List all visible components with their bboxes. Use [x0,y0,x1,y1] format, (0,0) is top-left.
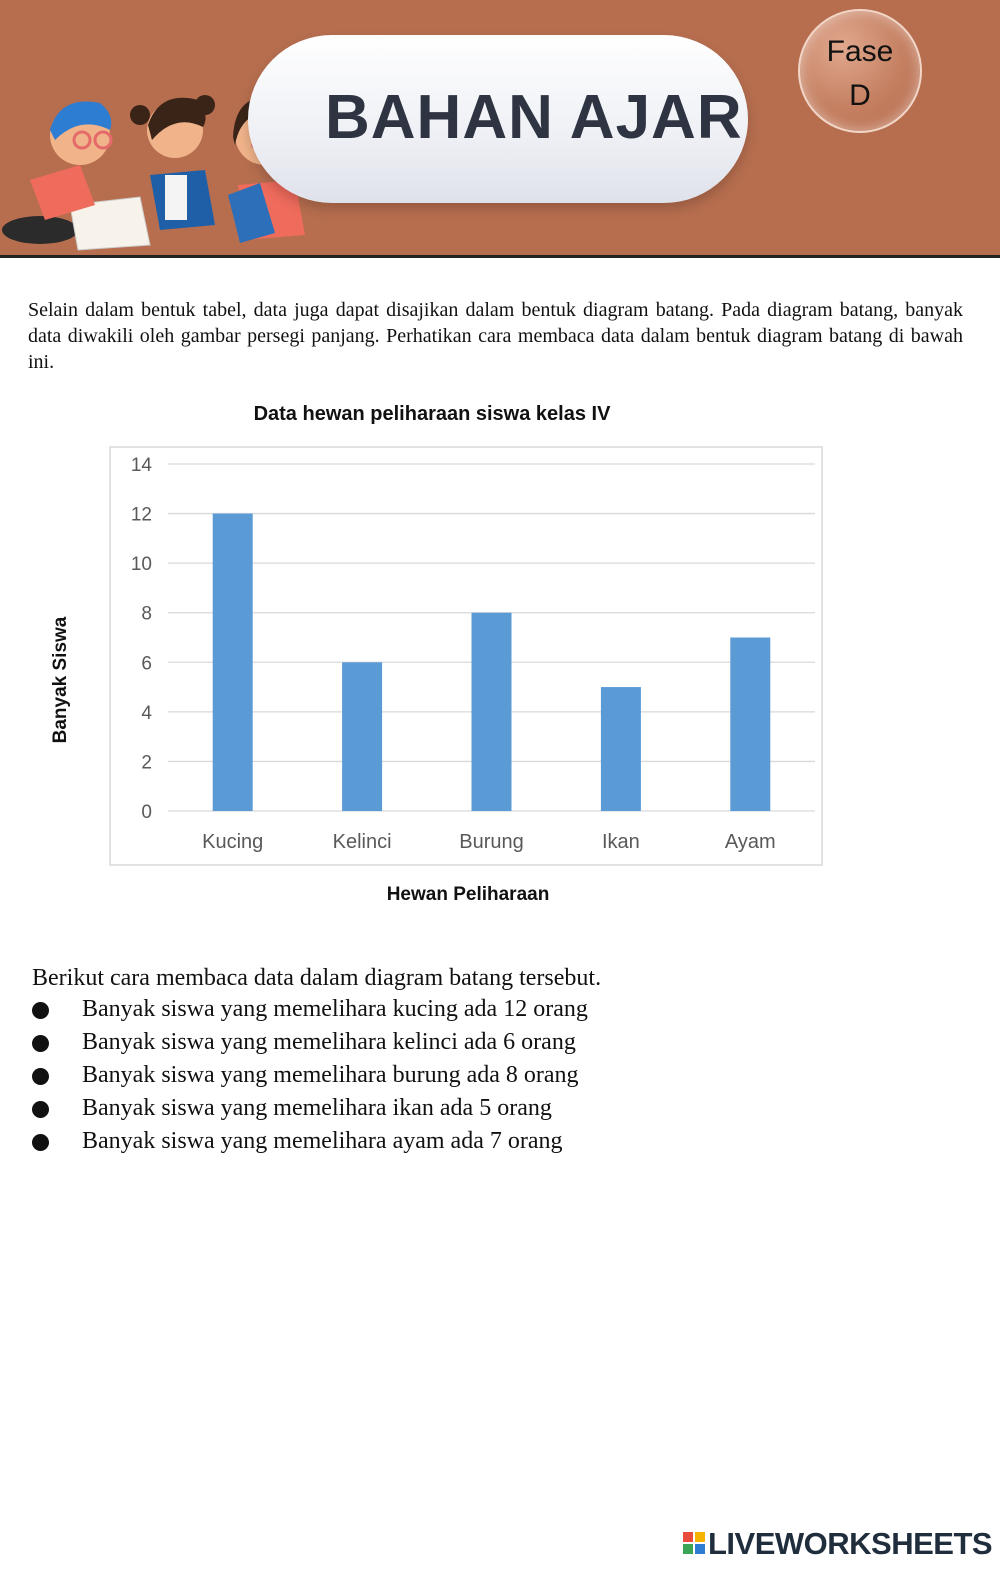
list-item: Banyak siswa yang memelihara burung ada 8 orang [32,1059,588,1092]
bullet-icon [32,1002,49,1019]
bullet-icon [32,1134,49,1151]
x-axis-label: Hewan Peliharaan [386,884,550,905]
bar-chart [0,390,1000,920]
bar-ikan [601,687,641,811]
y-axis-label: Banyak Siswa [50,616,71,744]
y-tick-label: 6 [141,653,152,675]
y-tick-label: 2 [141,752,152,774]
reading-list [32,993,588,1158]
chart-title: Data hewan peliharaan siswa kelas IV [253,403,611,425]
list-item: Banyak siswa yang memelihara kucing ada 12 orang [32,993,588,1026]
bar-kelinci [342,662,382,811]
x-tick-label: Ikan [601,831,640,853]
x-tick-label: Ayam [724,831,776,853]
x-tick-label: Burung [459,831,524,853]
x-tick-label: Kelinci [332,831,392,853]
page-title: BAHAN AJAR [325,83,743,152]
intro-paragraph: Selain dalam bentuk tabel, data juga dapat disajikan dalam bentuk diagram batang. Pada diagram batang, banyak data diwakili oleh gambar persegi panjang. Perhatikan cara membaca data dalam bentuk diagram batang di bawah ini. [28,299,963,373]
x-tick-label: Kucing [202,831,264,853]
bar-kucing [213,514,253,811]
list-item: Banyak siswa yang memelihara ayam ada 7 orang [32,1125,588,1158]
y-tick-label: 14 [130,455,152,476]
list-item: Banyak siswa yang memelihara kelinci ada 6 orang [32,1026,588,1059]
y-tick-label: 0 [141,802,152,823]
list-lead: Berikut cara membaca data dalam diagram batang tersebut. [32,965,602,991]
bullet-icon [32,1035,49,1052]
y-tick-label: 10 [130,554,152,576]
y-tick-label: 8 [141,603,152,625]
bar-ayam [730,638,770,812]
y-tick-label: 12 [130,504,152,526]
list-item: Banyak siswa yang memelihara ikan ada 5 orang [32,1092,588,1125]
bullet-icon [32,1101,49,1118]
liveworksheets-brand: LIVEWORKSHEETS [708,1526,993,1561]
liveworksheets-icon [683,1532,705,1554]
bullet-icon [32,1068,49,1085]
fase-badge-label: Fase D [826,35,894,112]
y-tick-label: 4 [141,702,152,724]
bar-burung [472,613,512,811]
